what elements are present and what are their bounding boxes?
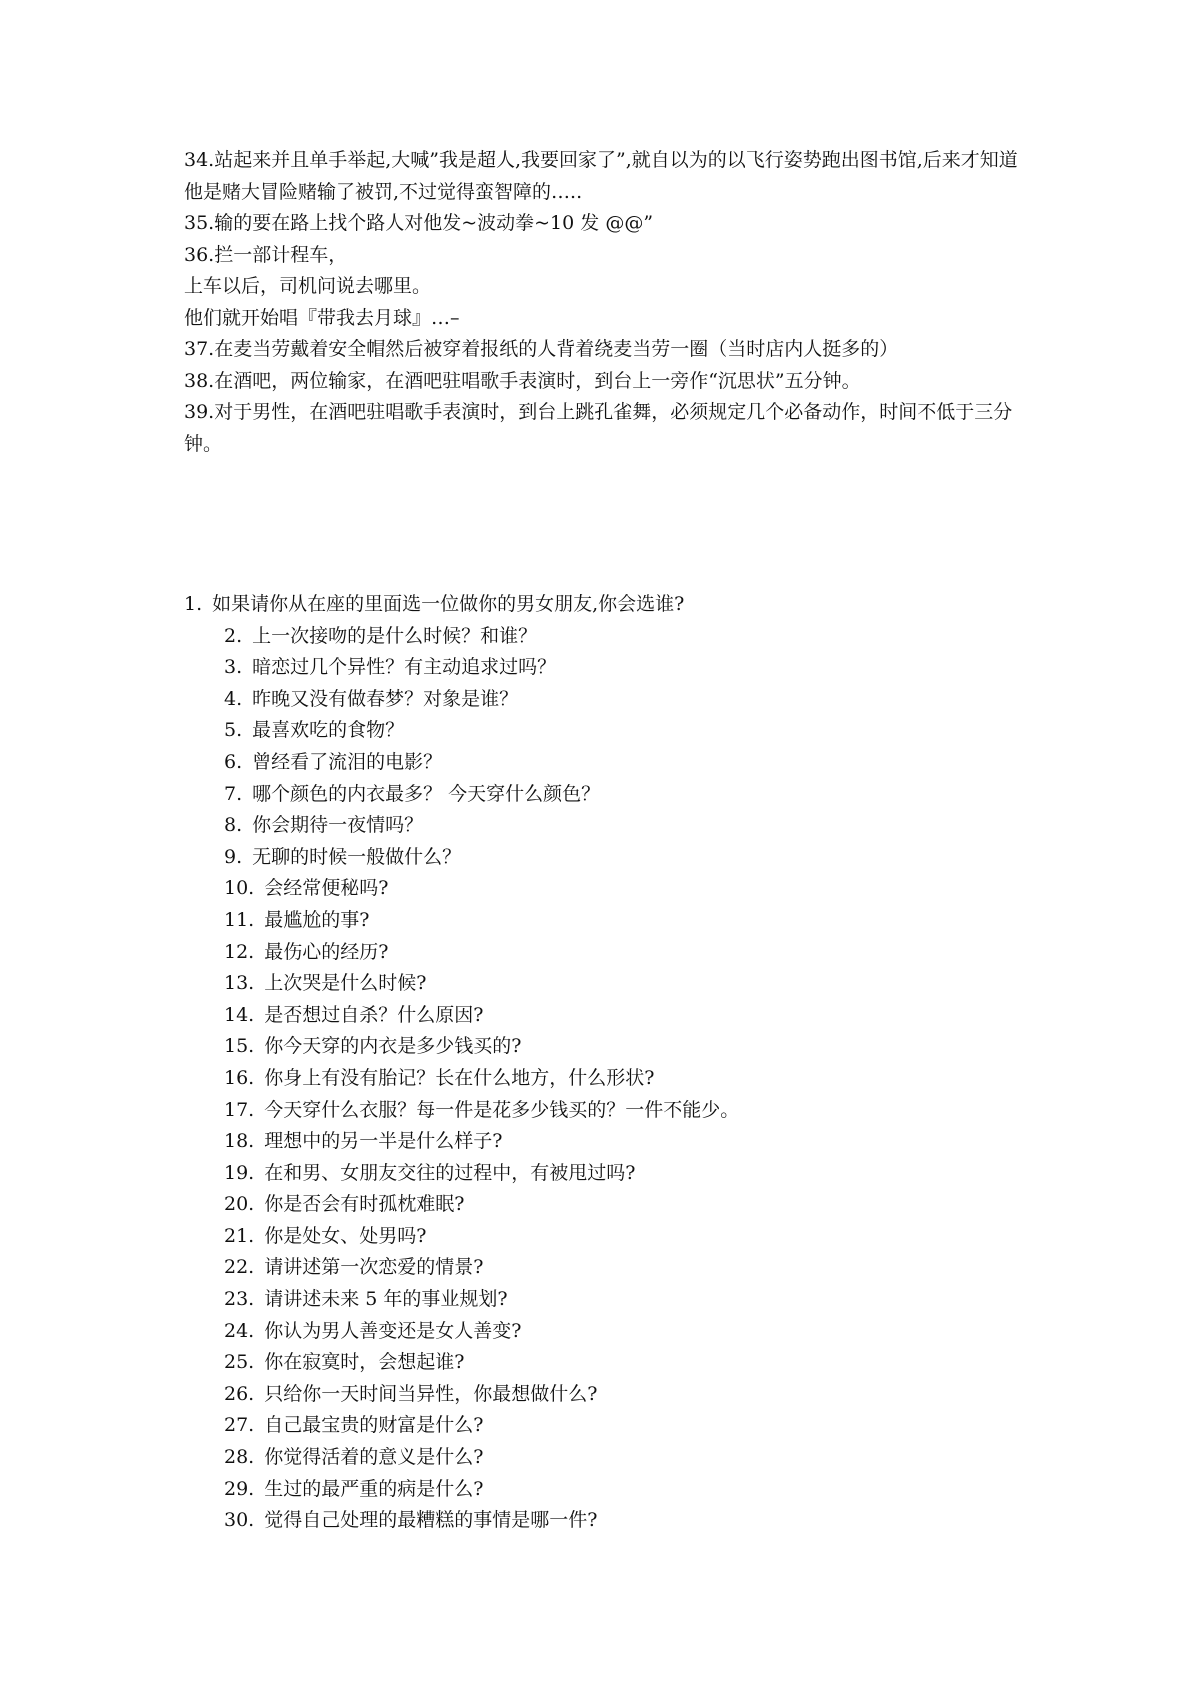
list-item bbox=[184, 715, 1034, 747]
question-text: 你认为男人善变还是女人善变? bbox=[264, 1319, 522, 1342]
question-number: 10. bbox=[224, 877, 255, 900]
question-number: 1. bbox=[184, 593, 203, 615]
question-text: 你在寂寞时，会想起谁? bbox=[264, 1351, 465, 1374]
list-item bbox=[184, 1031, 1034, 1063]
list-item bbox=[184, 968, 1034, 1000]
question-number: 15. bbox=[224, 1035, 255, 1058]
question-number: 9. bbox=[224, 845, 243, 868]
list-item bbox=[184, 779, 1034, 811]
question-number: 20. bbox=[224, 1193, 255, 1216]
list-item bbox=[184, 842, 1034, 874]
question-number: 11. bbox=[224, 908, 255, 931]
question-text: 理想中的另一半是什么样子? bbox=[264, 1130, 503, 1153]
truth-question-list bbox=[184, 589, 1034, 1537]
question-number: 7. bbox=[224, 782, 243, 805]
question-text: 上次哭是什么时候? bbox=[264, 972, 427, 995]
question-number: 29. bbox=[224, 1477, 255, 1500]
dare-list bbox=[184, 145, 1034, 460]
question-text: 只给你一天时间当异性，你最想做什么? bbox=[264, 1382, 598, 1405]
question-text: 你身上有没有胎记？长在什么地方，什么形状? bbox=[264, 1066, 655, 1089]
list-item bbox=[184, 873, 1034, 905]
list-item bbox=[184, 1474, 1034, 1506]
question-number: 19. bbox=[224, 1161, 255, 1184]
list-item bbox=[184, 1379, 1034, 1411]
question-number: 28. bbox=[224, 1446, 255, 1469]
question-text: 最伤心的经历? bbox=[264, 940, 389, 963]
question-text: 如果请你从在座的里面选一位做你的男女朋友,你会选谁? bbox=[212, 593, 685, 615]
question-text: 你会期待一夜情吗？ bbox=[252, 814, 424, 837]
question-number: 24. bbox=[224, 1319, 255, 1342]
list-item bbox=[184, 1063, 1034, 1095]
list-item bbox=[184, 1126, 1034, 1158]
question-number: 25. bbox=[224, 1351, 255, 1374]
question-text: 暗恋过几个异性？有主动追求过吗？ bbox=[252, 656, 557, 679]
question-number: 8. bbox=[224, 814, 243, 837]
question-text: 你觉得活着的意义是什么? bbox=[264, 1446, 484, 1469]
list-item bbox=[184, 621, 1034, 653]
question-text: 你是否会有时孤枕难眠? bbox=[264, 1193, 465, 1216]
question-number: 4. bbox=[224, 687, 243, 710]
question-number: 3. bbox=[224, 656, 243, 679]
question-text: 你今天穿的内衣是多少钱买的? bbox=[264, 1035, 522, 1058]
question-number: 27. bbox=[224, 1414, 255, 1437]
dare-item-34: 34.站起来并且单手举起,大喊”我是超人,我要回家了”,就自以为的以飞行姿势跑出图书馆,后来才知道他是赌大冒险赌输了被罚,不过觉得蛮智障的….. bbox=[184, 149, 1018, 203]
list-item bbox=[184, 1284, 1034, 1316]
question-number: 12. bbox=[224, 940, 255, 963]
question-number: 5. bbox=[224, 719, 243, 742]
list-item bbox=[184, 1252, 1034, 1284]
dare-item-39: 39.对于男性，在酒吧驻唱歌手表演时，到台上跳孔雀舞，必须规定几个必备动作，时间不低于三分钟。 bbox=[184, 401, 1013, 455]
question-text: 最喜欢吃的食物？ bbox=[252, 719, 405, 742]
question-text: 自己最宝贵的财富是什么? bbox=[264, 1414, 484, 1437]
list-item bbox=[184, 1189, 1034, 1221]
question-text: 会经常便秘吗? bbox=[264, 877, 389, 900]
dare-item-35: 35.输的要在路上找个路人对他发~波动拳~10 发 @@” bbox=[184, 212, 654, 234]
question-text: 是否想过自杀？什么原因? bbox=[264, 1003, 484, 1026]
question-text: 昨晚又没有做春梦？对象是谁？ bbox=[252, 687, 519, 710]
question-number: 23. bbox=[224, 1288, 255, 1311]
question-text: 曾经看了流泪的电影？ bbox=[252, 750, 443, 773]
list-item bbox=[184, 905, 1034, 937]
list-item bbox=[184, 1442, 1034, 1474]
question-text: 请讲述未来 5 年的事业规划? bbox=[264, 1288, 508, 1311]
list-item bbox=[184, 1000, 1034, 1032]
dare-item-37: 37.在麦当劳戴着安全帽然后被穿着报纸的人背着绕麦当劳一圈（当时店内人挺多的） bbox=[184, 338, 899, 360]
question-text: 生过的最严重的病是什么? bbox=[264, 1477, 484, 1500]
dare-item-38: 38.在酒吧，两位输家，在酒吧驻唱歌手表演时，到台上一旁作“沉思状”五分钟。 bbox=[184, 369, 861, 392]
list-item bbox=[184, 589, 1034, 621]
list-item bbox=[184, 937, 1034, 969]
question-number: 2. bbox=[224, 624, 243, 647]
list-item bbox=[184, 684, 1034, 716]
list-item bbox=[184, 1410, 1034, 1442]
list-item bbox=[184, 1347, 1034, 1379]
question-number: 13. bbox=[224, 972, 255, 995]
list-item bbox=[184, 747, 1034, 779]
list-item bbox=[184, 1158, 1034, 1190]
question-number: 26. bbox=[224, 1382, 255, 1405]
list-item bbox=[184, 1505, 1034, 1537]
list-item bbox=[184, 1221, 1034, 1253]
question-text: 请讲述第一次恋爱的情景? bbox=[264, 1256, 484, 1279]
question-number: 18. bbox=[224, 1130, 255, 1153]
list-item bbox=[184, 1095, 1034, 1127]
question-number: 30. bbox=[224, 1509, 255, 1532]
question-text: 你是处女、处男吗? bbox=[264, 1224, 427, 1247]
question-text: 今天穿什么衣服？每一件是花多少钱买的？一件不能少。 bbox=[264, 1098, 740, 1121]
question-number: 22. bbox=[224, 1256, 255, 1279]
question-text: 在和男、女朋友交往的过程中，有被甩过吗? bbox=[264, 1161, 636, 1184]
dare-item-36: 36.拦一部计程车， bbox=[184, 243, 348, 266]
question-text: 哪个颜色的内衣最多？ 今天穿什么颜色？ bbox=[252, 782, 601, 805]
dare-item-36-line-2: 上车以后，司机问说去哪里。 bbox=[184, 275, 432, 297]
question-text: 上一次接吻的是什么时候？和谁？ bbox=[252, 624, 538, 647]
question-number: 6. bbox=[224, 750, 243, 773]
list-item bbox=[184, 810, 1034, 842]
dare-item-36-line-3: 他们就开始唱『带我去月球』…– bbox=[184, 306, 460, 329]
question-text: 觉得自己处理的最糟糕的事情是哪一件? bbox=[264, 1509, 598, 1532]
list-item bbox=[184, 652, 1034, 684]
question-text: 最尴尬的事? bbox=[264, 908, 370, 931]
question-number: 17. bbox=[224, 1098, 255, 1121]
question-text: 无聊的时候一般做什么？ bbox=[252, 845, 462, 868]
question-number: 16. bbox=[224, 1066, 255, 1089]
question-number: 21. bbox=[224, 1224, 255, 1247]
list-item bbox=[184, 1316, 1034, 1348]
question-number: 14. bbox=[224, 1003, 255, 1026]
